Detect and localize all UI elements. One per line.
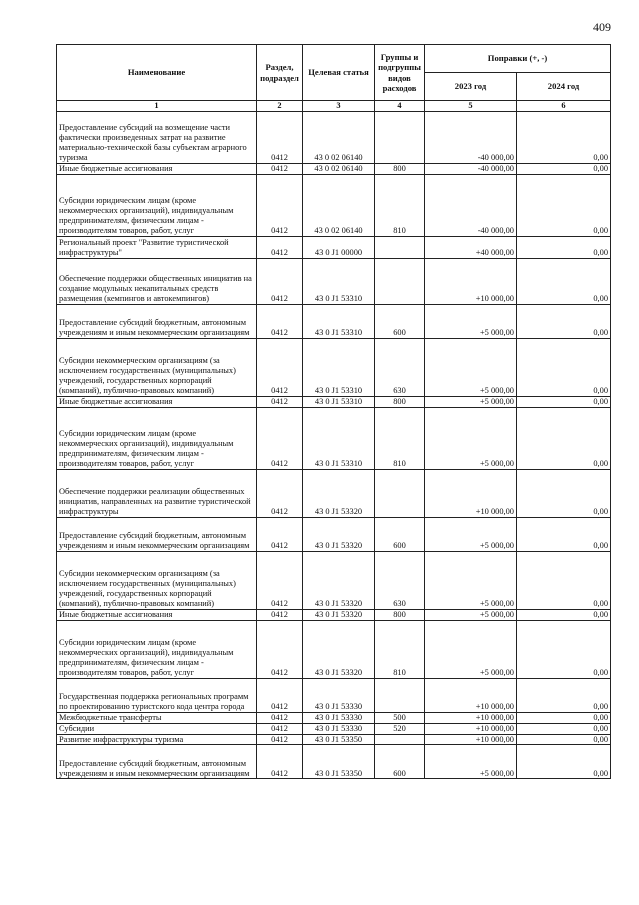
row-name: Развитие инфраструктуры туризма: [57, 734, 257, 745]
table-row: [57, 745, 611, 779]
table-row: [57, 236, 611, 258]
row-section: 0412: [257, 734, 303, 745]
row-expense-group: 600: [375, 745, 425, 779]
header-groups: Группы и подгруппы видов расходов: [375, 45, 425, 101]
row-amount-2023: +5 000,00: [425, 620, 517, 678]
header-name: Наименование: [57, 45, 257, 101]
row-amount-2024: 0,00: [517, 304, 611, 338]
table-row: [57, 258, 611, 304]
row-target-article: 43 0 02 06140: [303, 174, 375, 236]
row-target-article: 43 0 J1 53310: [303, 304, 375, 338]
table-row: [57, 407, 611, 469]
table-row: [57, 734, 611, 745]
column-number: 4: [375, 101, 425, 112]
row-amount-2024: 0,00: [517, 551, 611, 609]
row-amount-2024: 0,00: [517, 712, 611, 723]
row-name: Субсидии юридическим лицам (кроме некоммерческих организаций), индивидуальным предпринимателям, физическим лицам - производителям товаров, работ, услуг: [57, 174, 257, 236]
row-amount-2023: +5 000,00: [425, 338, 517, 396]
row-name: Обеспечение поддержки общественных инициатив на создание модульных некапитальных средств размещения (кемпингов и автокемпингов): [57, 258, 257, 304]
row-section: 0412: [257, 678, 303, 712]
column-number: 1: [57, 101, 257, 112]
row-section: 0412: [257, 174, 303, 236]
row-name: Государственная поддержка региональных программ по проектированию туристского кода центра города: [57, 678, 257, 712]
row-target-article: 43 0 02 06140: [303, 164, 375, 175]
row-expense-group: 600: [375, 517, 425, 551]
row-expense-group: 630: [375, 338, 425, 396]
table-row: [57, 304, 611, 338]
row-section: 0412: [257, 304, 303, 338]
row-name: Субсидии некоммерческим организациям (за исключением государственных (муниципальных) учреждений, государственных корпораций (компаний), публично-правовых компаний): [57, 338, 257, 396]
column-number: 6: [517, 101, 611, 112]
row-amount-2024: 0,00: [517, 723, 611, 734]
row-amount-2024: 0,00: [517, 517, 611, 551]
header-section: Раздел, подраздел: [257, 45, 303, 101]
table-row: [57, 164, 611, 175]
row-amount-2024: 0,00: [517, 258, 611, 304]
row-target-article: 43 0 J1 53310: [303, 338, 375, 396]
row-target-article: 43 0 J1 00000: [303, 236, 375, 258]
table-row: [57, 396, 611, 407]
row-target-article: 43 0 J1 53320: [303, 620, 375, 678]
row-name: Предоставление субсидий бюджетным, автономным учреждениям и иным некоммерческим организациям: [57, 517, 257, 551]
row-name: Обеспечение поддержки реализации общественных инициатив, направленных на развитие туристической инфраструктуры: [57, 469, 257, 517]
header-amendments: Поправки (+, -): [425, 45, 611, 73]
table-row: [57, 469, 611, 517]
row-section: 0412: [257, 723, 303, 734]
table-row: [57, 174, 611, 236]
row-target-article: 43 0 J1 53320: [303, 609, 375, 620]
row-target-article: 43 0 J1 53310: [303, 258, 375, 304]
row-amount-2024: 0,00: [517, 396, 611, 407]
row-expense-group: [375, 734, 425, 745]
row-amount-2024: 0,00: [517, 174, 611, 236]
row-name: Предоставление субсидий бюджетным, автономным учреждениям и иным некоммерческим организациям: [57, 304, 257, 338]
column-number: 5: [425, 101, 517, 112]
row-section: 0412: [257, 620, 303, 678]
row-amount-2024: 0,00: [517, 338, 611, 396]
row-expense-group: [375, 236, 425, 258]
header-target: Целевая статья: [303, 45, 375, 101]
row-amount-2023: +5 000,00: [425, 517, 517, 551]
header-year-2023: 2023 год: [425, 73, 517, 101]
row-name: Межбюджетные трансферты: [57, 712, 257, 723]
row-amount-2023: +5 000,00: [425, 745, 517, 779]
row-section: 0412: [257, 258, 303, 304]
row-target-article: 43 0 J1 53330: [303, 723, 375, 734]
row-section: 0412: [257, 164, 303, 175]
row-target-article: 43 0 J1 53350: [303, 734, 375, 745]
row-name: Предоставление субсидий бюджетным, автономным учреждениям и иным некоммерческим организациям: [57, 745, 257, 779]
row-section: 0412: [257, 469, 303, 517]
table-row: [57, 678, 611, 712]
table-row: [57, 620, 611, 678]
table-row: [57, 551, 611, 609]
table-row: [57, 338, 611, 396]
row-section: 0412: [257, 551, 303, 609]
row-expense-group: 800: [375, 164, 425, 175]
row-amount-2023: +40 000,00: [425, 236, 517, 258]
row-amount-2024: 0,00: [517, 734, 611, 745]
row-section: 0412: [257, 236, 303, 258]
row-name: Субсидии: [57, 723, 257, 734]
row-target-article: 43 0 J1 53330: [303, 678, 375, 712]
row-amount-2023: +5 000,00: [425, 609, 517, 620]
row-amount-2023: +5 000,00: [425, 304, 517, 338]
row-amount-2023: +5 000,00: [425, 407, 517, 469]
column-number: 2: [257, 101, 303, 112]
row-amount-2023: +10 000,00: [425, 723, 517, 734]
row-name: Субсидии юридическим лицам (кроме некоммерческих организаций), индивидуальным предпринимателям, физическим лицам - производителям товаров, работ, услуг: [57, 620, 257, 678]
table-body: [57, 112, 611, 779]
row-name: Субсидии юридическим лицам (кроме некоммерческих организаций), индивидуальным предпринимателям, физическим лицам - производителям товаров, работ, услуг: [57, 407, 257, 469]
row-amount-2024: 0,00: [517, 164, 611, 175]
row-target-article: 43 0 J1 53310: [303, 407, 375, 469]
row-amount-2024: 0,00: [517, 745, 611, 779]
table-row: [57, 723, 611, 734]
row-target-article: 43 0 02 06140: [303, 112, 375, 164]
row-amount-2023: +10 000,00: [425, 678, 517, 712]
page-number: 409: [593, 20, 611, 34]
column-number: 3: [303, 101, 375, 112]
table-row: [57, 517, 611, 551]
row-expense-group: 810: [375, 620, 425, 678]
row-section: 0412: [257, 396, 303, 407]
row-section: 0412: [257, 517, 303, 551]
row-section: 0412: [257, 745, 303, 779]
row-name: Иные бюджетные ассигнования: [57, 396, 257, 407]
row-amount-2024: 0,00: [517, 678, 611, 712]
budget-amendments-table: [56, 44, 611, 779]
row-section: 0412: [257, 609, 303, 620]
table-row: [57, 609, 611, 620]
row-amount-2023: -40 000,00: [425, 174, 517, 236]
row-expense-group: [375, 258, 425, 304]
row-amount-2023: +5 000,00: [425, 551, 517, 609]
row-amount-2024: 0,00: [517, 407, 611, 469]
row-expense-group: 520: [375, 723, 425, 734]
row-amount-2024: 0,00: [517, 236, 611, 258]
table-row: [57, 712, 611, 723]
row-expense-group: 810: [375, 407, 425, 469]
row-target-article: 43 0 J1 53330: [303, 712, 375, 723]
row-amount-2023: -40 000,00: [425, 164, 517, 175]
row-expense-group: 810: [375, 174, 425, 236]
row-expense-group: 800: [375, 396, 425, 407]
row-target-article: 43 0 J1 53310: [303, 396, 375, 407]
row-amount-2024: 0,00: [517, 609, 611, 620]
row-target-article: 43 0 J1 53350: [303, 745, 375, 779]
row-expense-group: [375, 678, 425, 712]
row-target-article: 43 0 J1 53320: [303, 517, 375, 551]
row-amount-2023: +10 000,00: [425, 258, 517, 304]
row-amount-2023: -40 000,00: [425, 112, 517, 164]
row-expense-group: [375, 469, 425, 517]
row-name: Иные бюджетные ассигнования: [57, 164, 257, 175]
row-name: Иные бюджетные ассигнования: [57, 609, 257, 620]
row-amount-2023: +10 000,00: [425, 734, 517, 745]
row-name: Региональный проект "Развитие туристической инфраструктуры": [57, 236, 257, 258]
row-amount-2023: +10 000,00: [425, 712, 517, 723]
row-target-article: 43 0 J1 53320: [303, 469, 375, 517]
row-amount-2024: 0,00: [517, 469, 611, 517]
row-section: 0412: [257, 407, 303, 469]
row-section: 0412: [257, 338, 303, 396]
row-target-article: 43 0 J1 53320: [303, 551, 375, 609]
header-row: [57, 45, 611, 73]
row-amount-2023: +10 000,00: [425, 469, 517, 517]
row-name: Предоставление субсидий на возмещение части фактически произведенных затрат на развитие материально-технической базы субъектам аграрного туризма: [57, 112, 257, 164]
column-numbers-row: [57, 101, 611, 112]
header-year-2024: 2024 год: [517, 73, 611, 101]
row-expense-group: 800: [375, 609, 425, 620]
row-expense-group: [375, 112, 425, 164]
row-expense-group: 600: [375, 304, 425, 338]
table-row: [57, 112, 611, 164]
row-section: 0412: [257, 712, 303, 723]
row-expense-group: 630: [375, 551, 425, 609]
row-amount-2024: 0,00: [517, 620, 611, 678]
row-section: 0412: [257, 112, 303, 164]
row-name: Субсидии некоммерческим организациям (за исключением государственных (муниципальных) учреждений, государственных корпораций (компаний), публично-правовых компаний): [57, 551, 257, 609]
row-amount-2023: +5 000,00: [425, 396, 517, 407]
row-expense-group: 500: [375, 712, 425, 723]
row-amount-2024: 0,00: [517, 112, 611, 164]
